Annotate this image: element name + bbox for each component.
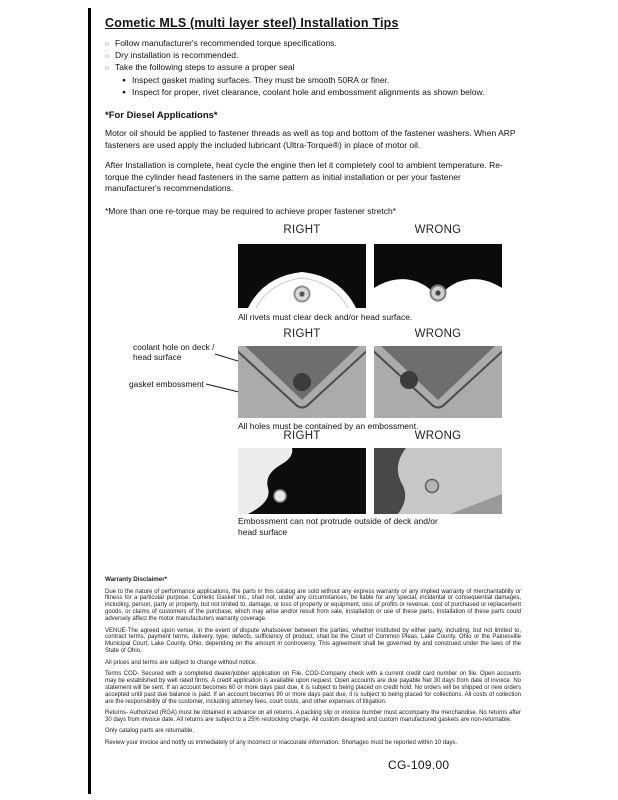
right-label: RIGHT xyxy=(283,429,321,442)
legal-paragraph: All prices and terms are subject to change without notice. xyxy=(105,659,257,666)
tip-text: Take the following steps to assure a proper seal xyxy=(115,62,295,73)
protrusion-wrong-diagram xyxy=(374,448,502,514)
filled-bullet-icon: ● xyxy=(122,77,126,85)
warranty-disclaimer-heading: Warranty Disclaimer* xyxy=(105,575,168,583)
tip-sub-item xyxy=(105,76,555,85)
wrong-label: WRONG xyxy=(414,327,462,340)
row3-caption: Embossment can not protrude outside of deck and/or head surface xyxy=(238,515,438,537)
embossment-wrong-diagram xyxy=(374,346,502,418)
wrong-label: WRONG xyxy=(414,429,462,442)
diagram-section xyxy=(105,224,555,546)
legal-paragraph: Review your invoice and notify us immediately of any incorrect or inaccurate information. Shortages must be reported within 10 days. xyxy=(105,739,458,746)
rivet-wrong-image xyxy=(374,244,502,308)
embossment-wrong-image xyxy=(374,346,502,418)
coolant-hole-callout: coolant hole on deck / head surface xyxy=(133,341,215,363)
tip-item xyxy=(105,39,555,48)
embossment-right-diagram xyxy=(238,346,366,418)
tip-text: Inspect for proper, rivet clearance, coolant hole and embossment alignments as shown below. xyxy=(132,86,485,97)
row1-caption: All rivets must clear deck and/or head surface. xyxy=(238,311,413,322)
tip-text: Follow manufacturer's recommended torque specifications. xyxy=(115,38,337,48)
rivet-wrong-diagram xyxy=(374,244,502,308)
legal-paragraph: Terms COD- Secured with a completed dealer/jobber application on File, COD-Company check with a current credit card number on file. Open accounts may be established by well rated firms. A credit application is available upon request. Open accounts are due payable Net 30 days from date of invoice. No statement will be sent. If an account becomes 60 or more days past due, it is subject to being placed on credit hold. No orders will be shipped or new orders accepted until past due balance is paid. If an account becomes 90 or more days past due, it is subject to being placed for collections. All costs of collection are the responsibility of the customer, including attorney fees, court costs, and other expenses of litigation. xyxy=(105,671,521,705)
diesel-paragraph-1: Motor oil should be applied to fastener threads as well as top and bottom of the fastener washers. When ARP fasteners are used apply the included lubricant (Ultra-Torque®) in place of motor oil. xyxy=(105,128,516,150)
tip-sub-item xyxy=(105,88,555,97)
tip-item xyxy=(105,51,555,60)
page-number: CG-109.00 xyxy=(388,758,450,772)
tip-item xyxy=(105,63,555,72)
diesel-applications-heading: *For Diesel Applications* xyxy=(105,110,218,122)
circle-bullet-icon: ○ xyxy=(105,52,109,60)
rivet-right-image xyxy=(238,244,366,308)
filled-bullet-icon: ● xyxy=(122,89,126,97)
warranty-disclaimer-section xyxy=(105,576,521,747)
circle-bullet-icon: ○ xyxy=(105,40,109,48)
installation-tips-list xyxy=(105,39,555,97)
embossment-right-image xyxy=(238,346,366,418)
row2-caption: All holes must be contained by an embossment. xyxy=(238,420,419,431)
right-label: RIGHT xyxy=(283,327,321,340)
protrusion-right-image xyxy=(238,448,366,514)
tip-text: Dry installation is recommended. xyxy=(115,50,239,61)
right-label: RIGHT xyxy=(283,223,321,236)
protrusion-right-diagram xyxy=(238,448,366,514)
wrong-label: WRONG xyxy=(414,223,462,236)
legal-paragraph: Returns- Authorized (RGA) must be obtained in advance on all returns. A packing slip or invoice number must accompany the merchandise. No returns after 30 days from invoice date. All returns are subject to a 25% restocking charge. All custom designed and custom manufactured gaskets are non-returnable. xyxy=(105,710,521,724)
page-content xyxy=(105,16,555,751)
circle-bullet-icon: ○ xyxy=(105,64,109,72)
tip-text: Inspect gasket mating surfaces. They must be smooth 50RA or finer. xyxy=(132,74,390,85)
legal-paragraph: VENUE-The agreed upon venue, in the event of dispute whatsoever between the parties, whether instituted by either party, including, but not limited to, contract terms, payment terms, delivery, type, defects, sufficiency of product, shall be the Court of Common Pleas, Lake County, Ohio or the Painesville Municipal Court, Lake County, Ohio, depending on the amount in controversy. This agreement shall be governed by and construed under the laws of the State of Ohio. xyxy=(105,627,521,655)
protrusion-wrong-image xyxy=(374,448,502,514)
page-title: Cometic MLS (multi layer steel) Installation Tips xyxy=(105,16,399,30)
gasket-embossment-callout: gasket embossment xyxy=(129,378,204,389)
page-edge-line xyxy=(88,8,91,794)
rivet-right-diagram xyxy=(238,244,366,308)
legal-paragraph: Only catalog parts are returnable. xyxy=(105,728,195,735)
retorque-note: *More than one re-torque may be required to achieve proper fastener stretch* xyxy=(105,205,397,216)
diesel-paragraph-2: After Installation is complete, heat cycle the engine then let it completely cool to ambient temperature. Re-torque the cylinder head fasteners in the same pattern as initial installation or per your fastener manufacturer's recommendations. xyxy=(105,160,503,194)
legal-paragraph: Due to the nature of performance applications, the parts in this catalog are sold without any express warranty or any implied warranty of merchantability or fitness for a particular purpose. Cometic Gasket Inc., shall not, under any circumstances, be liable for any special, incidental or consequential damages, including, person, party or property, but not limited to, damage, or loss of property or equipment, loss of profits or revenue, cost of purchased or replacement goods, or claims of customers of the purchase, which may arise and/or result from sale, installation or use of these parts. Installation of these parts could adversely affect the motor manufacturers warranty coverage. xyxy=(105,588,521,623)
